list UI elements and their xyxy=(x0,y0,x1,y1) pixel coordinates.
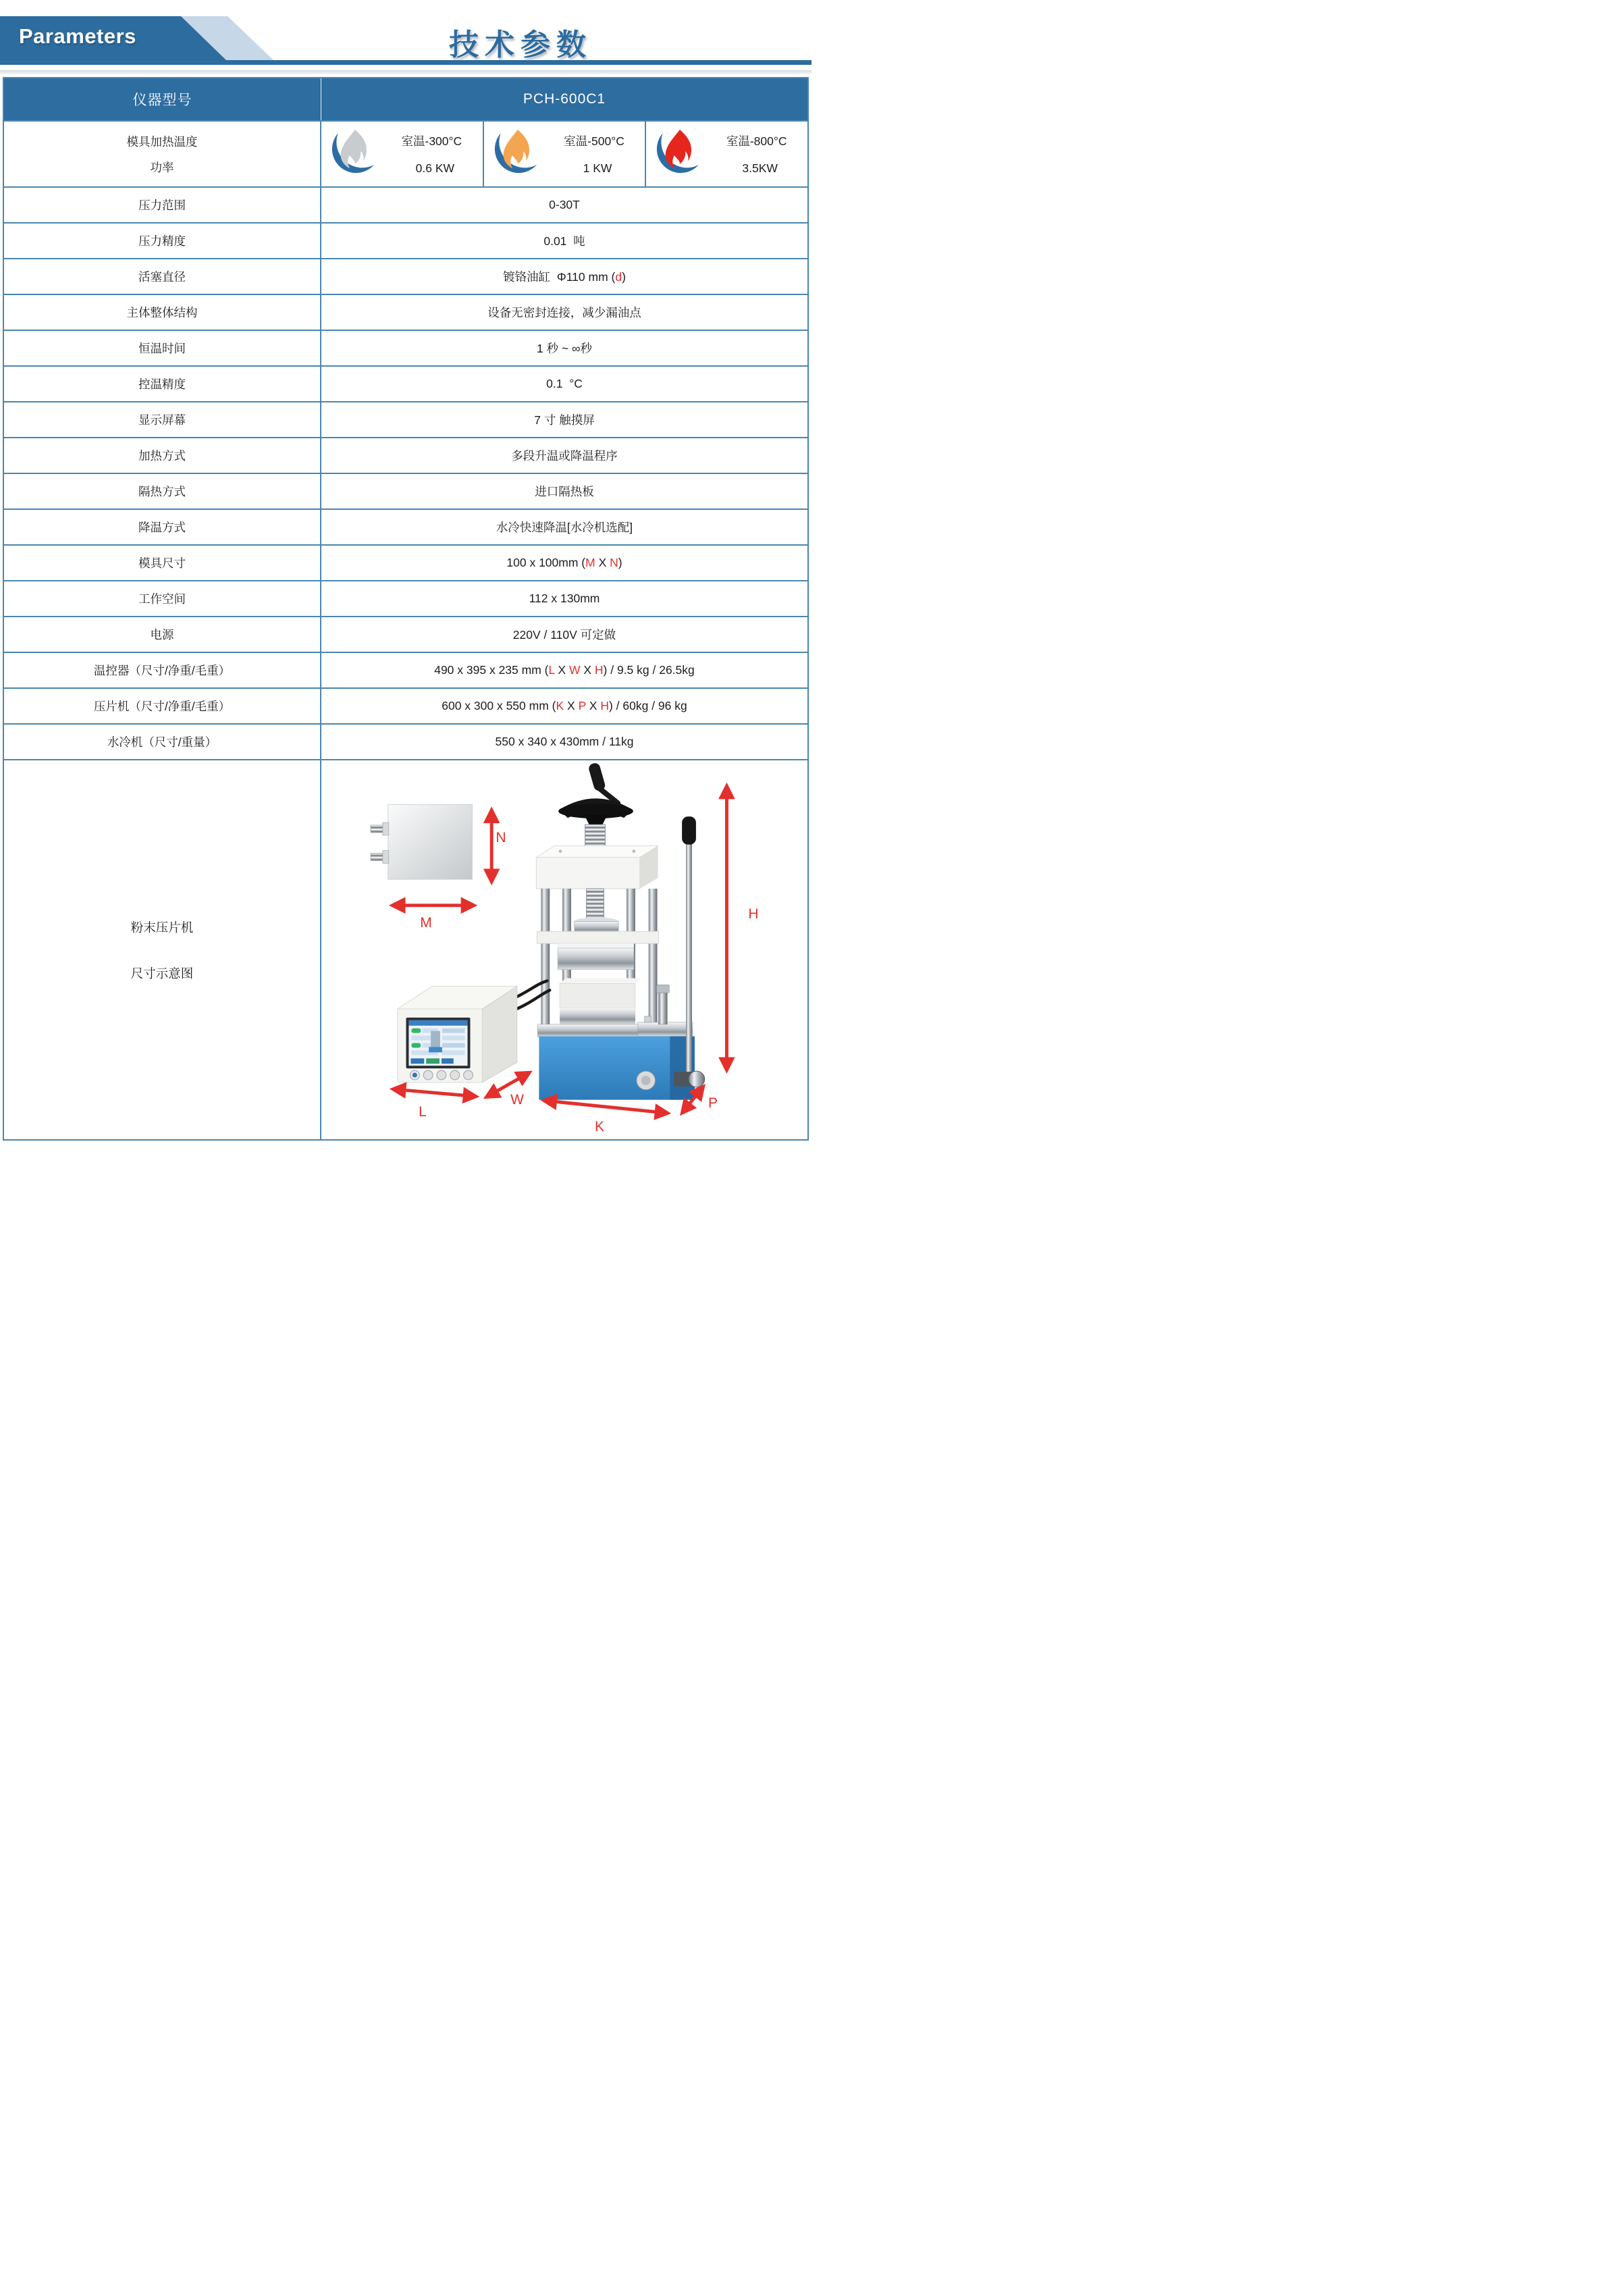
row-value: 0-30T xyxy=(549,198,580,211)
row-label: 压力范围 xyxy=(138,199,186,212)
row-label-cell xyxy=(4,224,321,258)
heating-label-cell xyxy=(4,122,321,186)
row-value: 多段升温或降温程序 xyxy=(511,449,618,463)
row-value: 0.1 °C xyxy=(546,377,583,390)
row-label-cell xyxy=(4,581,321,616)
row-label-cell xyxy=(4,617,321,652)
row-value-cell xyxy=(321,259,807,294)
dimension-label-m: M xyxy=(420,915,432,931)
heating-option xyxy=(321,122,483,186)
row-label: 加热方式 xyxy=(138,449,186,463)
row-label-cell xyxy=(4,331,321,365)
heating-options xyxy=(321,122,807,186)
row-label: 活塞直径 xyxy=(138,270,186,284)
row-label: 水冷机（尺寸/重量） xyxy=(107,735,217,749)
row-value: 490 x 395 x 235 mm (L X W X H) / 9.5 kg / 26.5kg xyxy=(434,663,695,677)
table-row xyxy=(4,616,807,652)
row-value: 220V / 110V 可定做 xyxy=(512,628,616,642)
row-value: 0.01 吨 xyxy=(543,234,585,248)
row-value-cell xyxy=(321,689,807,723)
row-value-cell xyxy=(321,474,807,508)
row-label-cell xyxy=(4,402,321,437)
dimension-label-n: N xyxy=(496,830,506,845)
banner xyxy=(0,0,812,77)
row-value: 600 x 300 x 550 mm (K X P X H) / 60kg / 96 kg xyxy=(442,699,687,712)
row-value: 550 x 340 x 430mm / 11kg xyxy=(495,735,634,748)
power-value: 0.6 KW xyxy=(415,161,455,175)
row-label: 仪器型号 xyxy=(132,93,192,108)
row-value: 进口隔热板 xyxy=(535,485,594,498)
spec-sheet-page xyxy=(0,0,812,1148)
row-value: 镀铬油缸 Φ110 mm (d) xyxy=(503,270,626,284)
row-value-cell xyxy=(321,581,807,616)
table-row xyxy=(4,687,807,723)
table-row xyxy=(4,544,807,580)
diagram-label-cell xyxy=(4,760,321,1139)
page-title: 技术参数 xyxy=(449,28,592,61)
row-label: 电源 xyxy=(150,628,174,642)
row-label: 恒温时间 xyxy=(138,342,186,355)
row-label: 模具尺寸 xyxy=(138,556,186,570)
row-label: 工作空间 xyxy=(138,592,186,606)
row-label: 功率 xyxy=(150,160,174,174)
row-value: 1 秒 ~ ∞秒 xyxy=(536,342,592,355)
row-value-cell xyxy=(321,725,807,759)
dimension-label-k: K xyxy=(594,1119,605,1134)
table-row xyxy=(4,580,807,616)
temp-range-value: 室温-300°C xyxy=(401,134,462,148)
model-value: PCH-600C1 xyxy=(523,91,606,107)
row-label-cell xyxy=(4,474,321,508)
row-value-cell xyxy=(321,224,807,258)
row-value-cell xyxy=(321,367,807,401)
row-value-cell xyxy=(321,438,807,473)
flame-icon xyxy=(488,126,542,182)
row-label: 主体整体结构 xyxy=(126,306,198,319)
table-row xyxy=(4,330,807,365)
row-value-cell xyxy=(321,510,807,544)
table-row xyxy=(4,258,807,294)
heating-option xyxy=(645,122,807,186)
model-value-cell xyxy=(321,78,807,120)
table-row xyxy=(4,652,807,687)
row-value-cell xyxy=(321,617,807,652)
row-value: 7 寸 触摸屏 xyxy=(534,413,595,427)
dimension-label-h: H xyxy=(748,906,759,922)
row-value-cell xyxy=(321,402,807,437)
table-row xyxy=(4,508,807,544)
row-value: 112 x 130mm xyxy=(529,592,600,605)
row-label-cell xyxy=(4,689,321,723)
row-label: 粉末压片机 xyxy=(130,920,194,935)
power-value: 3.5KW xyxy=(742,161,778,175)
press-body xyxy=(494,762,705,1099)
row-label-cell xyxy=(4,725,321,759)
table-row-heating xyxy=(4,120,807,186)
banner-shadow xyxy=(0,70,812,74)
table-row xyxy=(4,401,807,437)
row-label-cell xyxy=(4,438,321,473)
row-label: 显示屏幕 xyxy=(138,413,186,427)
mold-plate-illustration xyxy=(371,804,472,879)
table-row xyxy=(4,222,807,258)
table-row xyxy=(4,473,807,508)
row-label: 降温方式 xyxy=(138,521,186,534)
row-label-cell xyxy=(4,653,321,687)
table-row xyxy=(4,186,807,222)
banner-underline xyxy=(0,60,812,65)
row-value-cell xyxy=(321,546,807,580)
model-label-cell xyxy=(4,78,321,120)
flame-icon xyxy=(650,126,704,182)
row-label-cell xyxy=(4,510,321,544)
row-label-cell xyxy=(4,295,321,330)
controller-illustration xyxy=(398,986,517,1082)
row-label-cell xyxy=(4,367,321,401)
row-label: 尺寸示意图 xyxy=(130,966,194,981)
row-value: 水冷快速降温[水冷机选配] xyxy=(496,521,633,534)
dimension-label-w: W xyxy=(510,1092,524,1107)
press-machine-illustration xyxy=(321,760,807,1139)
dimension-label-l: L xyxy=(419,1104,427,1120)
heating-option xyxy=(483,122,645,186)
parameters-table xyxy=(3,77,809,1141)
table-row xyxy=(4,437,807,473)
row-value-cell xyxy=(321,188,807,222)
row-value: 设备无密封连接，减少漏油点 xyxy=(487,306,641,319)
row-label: 隔热方式 xyxy=(138,485,186,498)
row-value-cell xyxy=(321,295,807,330)
table-row xyxy=(4,723,807,759)
row-label: 温控器（尺寸/净重/毛重） xyxy=(93,664,231,677)
table-row xyxy=(4,365,807,401)
table-row-diagram xyxy=(4,759,807,1139)
table-row-model xyxy=(4,78,807,120)
temp-range-value: 室温-800°C xyxy=(726,134,787,148)
row-label: 压力精度 xyxy=(138,234,186,248)
row-value-cell xyxy=(321,331,807,365)
row-label-cell xyxy=(4,188,321,222)
table-row xyxy=(4,294,807,330)
temp-range-value: 室温-500°C xyxy=(564,134,624,148)
row-label-cell xyxy=(4,259,321,294)
row-value: 100 x 100mm (M X N) xyxy=(506,556,622,569)
row-label: 压片机（尺寸/净重/毛重） xyxy=(93,700,231,713)
row-value-cell xyxy=(321,653,807,687)
dimension-diagram xyxy=(321,760,807,1139)
power-value: 1 KW xyxy=(583,161,612,175)
row-label: 控温精度 xyxy=(138,377,186,391)
flame-icon xyxy=(325,126,379,182)
dimension-label-p: P xyxy=(708,1095,718,1111)
row-label: 模具加热温度 xyxy=(126,134,198,149)
row-label-cell xyxy=(4,546,321,580)
banner-title-en: Parameters xyxy=(19,24,136,48)
